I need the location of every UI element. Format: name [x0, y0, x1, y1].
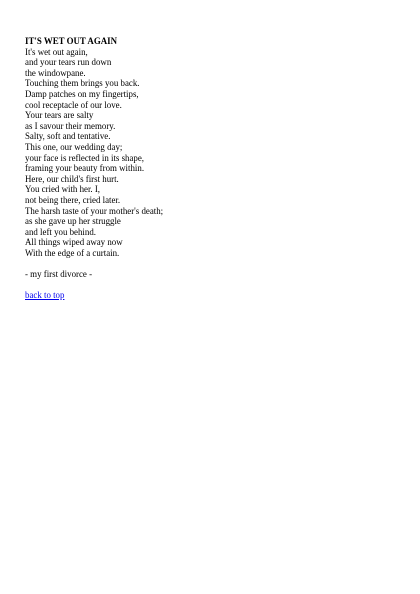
back-to-top-link[interactable]: back to top — [25, 290, 65, 301]
poem-container — [25, 36, 385, 301]
poem-line: The harsh taste of your mother's death; — [25, 205, 164, 216]
poem-body — [25, 47, 385, 259]
poem-line: Touching them brings you back. — [25, 78, 140, 89]
poem-line: and your tears run down — [25, 57, 112, 68]
poem-line: Your tears are salty — [25, 110, 94, 121]
poem-title: IT'S WET OUT AGAIN — [25, 36, 117, 46]
poem-line: Here, our child's first hurt. — [25, 173, 119, 184]
poem-line: All things wiped away now — [25, 237, 123, 248]
poem-line: your face is reflected in its shape, — [25, 152, 145, 163]
poem-line: This one, our wedding day; — [25, 141, 123, 152]
poem-line: With the edge of a curtain. — [25, 247, 120, 258]
poem-line: the windowpane. — [25, 67, 86, 78]
poem-line: cool receptacle of our love. — [25, 99, 122, 110]
poem-line: as I savour their memory. — [25, 120, 116, 131]
poem-line: Damp patches on my fingertips, — [25, 88, 139, 99]
poem-line: It's wet out again, — [25, 46, 88, 57]
poem-line: You cried with her. I, — [25, 184, 101, 195]
poem-line: as she gave up her struggle — [25, 216, 121, 227]
poem-line: Salty, soft and tentative. — [25, 131, 111, 142]
poem-footnote: - my first divorce - — [25, 269, 93, 280]
poem-line: framing your beauty from within. — [25, 163, 145, 174]
poem-line: and left you behind. — [25, 226, 96, 237]
poem-line: not being there, cried later. — [25, 194, 121, 205]
